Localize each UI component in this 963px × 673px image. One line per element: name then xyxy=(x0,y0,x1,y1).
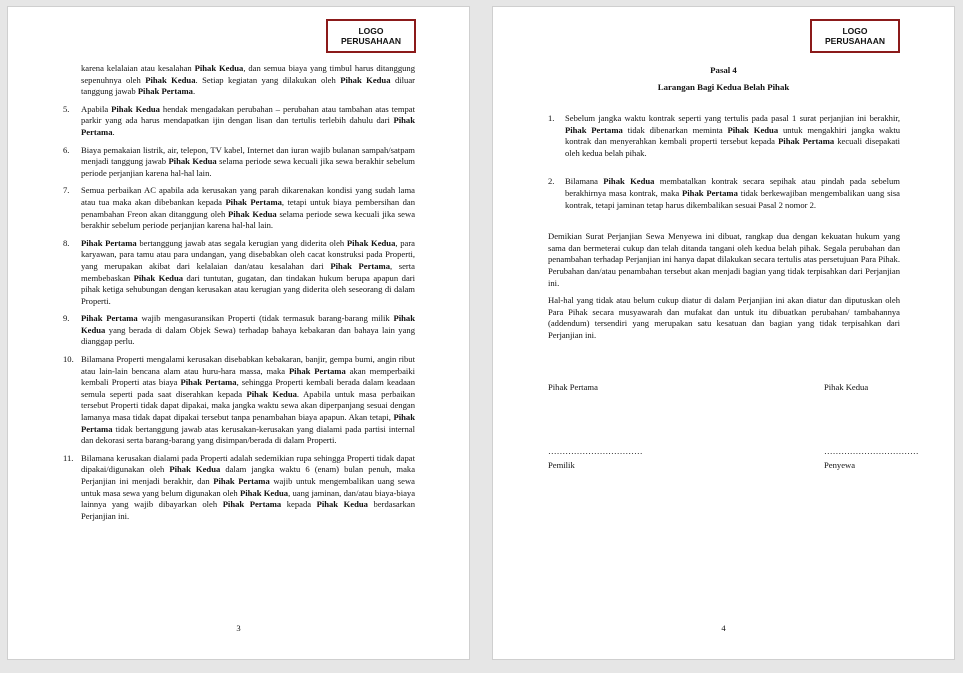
page-number: 4 xyxy=(721,623,726,633)
pasal-title: Pasal 4 xyxy=(710,65,737,75)
signature-lines xyxy=(548,445,919,458)
list-item xyxy=(63,453,415,523)
logo-text: LOGO PERUSAHAAN xyxy=(825,26,885,46)
first-party-label: Pihak Pertama xyxy=(548,382,598,392)
document-page-4 xyxy=(492,6,955,660)
item-number: 6. xyxy=(63,144,70,155)
list-item xyxy=(63,313,415,348)
list-item xyxy=(63,104,415,139)
item-text: Pihak Pertama wajib mengasuransikan Properti (tidak termasuk barang-barang milik Pihak Kedua yang berada di dalam Objek Sewa) terhadap bahaya kebakaran dan bahaya lain yang dianggap perlu. xyxy=(81,313,415,347)
item-text: Bilamana kerusakan dialami pada Properti adalah sedemikian rupa sehingga Properti tidak dapat dipakai/digunakan oleh Pihak Kedua dalam jangka waktu 6 (enam) bulan penuh, maka Perjanjian ini menjadi berakhir, dan Pihak Pertama wajib untuk mengembalikan uang sewa untuk masa sewa yang belum digunakan oleh Pihak Kedua, uang jaminan, dan/atau biaya-biaya lainnya yang wajib dibayarkan oleh Pihak Pertama kepada Pihak Kedua berdasarkan Perjanjian ini. xyxy=(81,452,416,521)
list-item xyxy=(63,145,415,180)
list-item xyxy=(63,354,415,447)
item-number: 1. xyxy=(548,113,555,123)
signature-roles xyxy=(548,460,900,472)
company-logo-placeholder xyxy=(810,19,900,53)
page-4-body xyxy=(548,113,900,348)
numbered-list xyxy=(63,104,415,523)
item-text: Bilamana Properti mengalami kerusakan disebabkan kebakaran, banjir, gempa bumi, angin ribut atau lain-lain bencana alam atau huru-hara massa, maka Pihak Pertama akan memperbaiki kembali Properti atas biaya Pihak Pertama, sehingga Properti kembali berada dalam keadaan semula seperti pada saat diserahkan kepada Pihak Kedua. Apabila untuk masa perbaikan tersebut Properti tidak dapat dipakai, maka jangka waktu sewa akan diperpanjang sesuai dengan lamanya masa tidak dapat dipakai tersebut tanpa penambahan biaya apapun. Akan tetapi, Pihak Pertama tidak bertanggung jawab atas kerusakan-kerusakan yang dialami pada partisi internal dan dekorasi serta barang-barang yang disimpan/berada di dalam Properti. xyxy=(81,354,416,446)
item-text: Semua perbaikan AC apabila ada kerusakan yang parah dikarenakan kondisi yang sudah lama atau tua maka akan dibebankan kepada Pihak Pertama, tetapi untuk biaya pembersihan dan penambahan Freon akan ditanggung oleh Pihak Kedua selama periode sewa kecuali jika sewa berakhir sebelum periode perjanjian karena hal-hal lain. xyxy=(81,185,416,231)
page-3-body xyxy=(63,63,415,528)
section-heading xyxy=(493,62,954,96)
item-text: Bilamana Pihak Kedua membatalkan kontrak secara sepihak atau pindah pada sebelum berakhirnya masa kontrak, maka Pihak Pertama tidak berkewajiban mengembalikan uang sisa kontrak, tetapi jaminan tetap harus dikembalikan sesuai Pasal 2 nomor 2. xyxy=(565,176,900,210)
list-item xyxy=(548,113,900,159)
company-logo-placeholder xyxy=(326,19,416,53)
item-text: Biaya pemakaian listrik, air, telepon, TV kabel, Internet dan iuran wajib bulanan sampah/satpam menjadi tanggung jawab Pihak Kedua selama periode sewa kecuali jika sewa berakhir sebelum periode perjanjian karena hal-hal lain. xyxy=(81,144,415,178)
item-number: 2. xyxy=(548,176,555,187)
document-page-3 xyxy=(7,6,470,660)
list-item xyxy=(63,238,415,308)
item-text: Apabila Pihak Kedua hendak mengadakan perubahan – perubahan atau tambahan atas tempat parkir yang ada harus mendapatkan ijin dengan lisan dan tertulis terlebih dahulu dari Pihak Pertama. xyxy=(81,103,416,137)
second-party-role: Penyewa xyxy=(824,460,856,471)
closing-paragraph: Demikian Surat Perjanjian Sewa Menyewa ini dibuat, rangkap dua dengan kekuatan hukum yang sama dan bermeterai cukup dan telah ditanda tangani oleh kedua belah pihak. Segala perubahan dan penambahan terhadap Perjanjian ini hanya dapat dilakukan secara tertulis atas persetujuan Para Pihak. Perubahan dan/atau penambahan tersebut akan menjadi bagian yang tidak terpisahkan dari Perjanjian ini. xyxy=(548,231,900,288)
signature-block xyxy=(548,382,919,472)
first-party-signature-line: …………………………… xyxy=(548,445,643,456)
item-number: 10. xyxy=(63,354,74,365)
continued-paragraph: karena kelalaian atau kesalahan Pihak Kedua, dan semua biaya yang timbul harus ditanggung sepenuhnya oleh Pihak Kedua. Setiap kegiatan yang dilakukan oleh Pihak Kedua diluar tanggung jawab Pihak Pertama. xyxy=(81,63,416,97)
item-number: 9. xyxy=(63,313,70,324)
item-number: 7. xyxy=(63,185,70,196)
item-number: 11. xyxy=(63,452,74,463)
logo-text: LOGO PERUSAHAAN xyxy=(341,26,401,46)
first-party-role: Pemilik xyxy=(548,460,575,471)
list-item xyxy=(548,176,900,211)
item-text: Sebelum jangka waktu kontrak seperti yang tertulis pada pasal 1 surat perjanjian ini berakhir, Pihak Pertama tidak dibenarkan meminta Pihak Kedua untuk mengakhiri jangka waktu kontrak dan menyerahkan kembali properti tersebut kepada Pihak Pertama kecuali disepakati oleh kedua belah pihak. xyxy=(565,113,901,158)
item-text: Pihak Pertama bertanggung jawab atas segala kerugian yang diderita oleh Pihak Kedua, para karyawan, para tamu atau para undangan, yang disebabkan oleh cacat konstruksi pada Properti, yang merupakan akibat dari kelalaian dan/atau kesalahan dari Pihak Pertama, serta membebaskan Pihak Kedua dari tuntutan, gugatan, dan tindakan hukum berupa apapun dari pihak ketiga sehubungan dengan kerusakan atau kerugian yang diderita oleh seseorang di dalam Properti. xyxy=(81,237,416,306)
second-party-label: Pihak Kedua xyxy=(824,382,869,392)
pasal-subtitle: Larangan Bagi Kedua Belah Pihak xyxy=(657,82,790,92)
item-number: 5. xyxy=(63,103,70,114)
signature-parties xyxy=(548,382,900,394)
page-number: 3 xyxy=(236,623,241,633)
item-number: 8. xyxy=(63,237,70,248)
second-party-signature-line: …………………………… xyxy=(824,445,919,456)
closing-paragraph: Hal-hal yang tidak atau belum cukup diatur di dalam Perjanjian ini akan diatur dan diputuskan oleh Para Pihak secara musyawarah dan mufakat dan untuk itu dibuatkan perubahan/ tambahannya (addendum) tersendiri yang merupakan satu kesatuan dan bagian yang tidak terpisahkan dari Perjanjian ini. xyxy=(548,295,900,340)
list-item xyxy=(63,185,415,231)
